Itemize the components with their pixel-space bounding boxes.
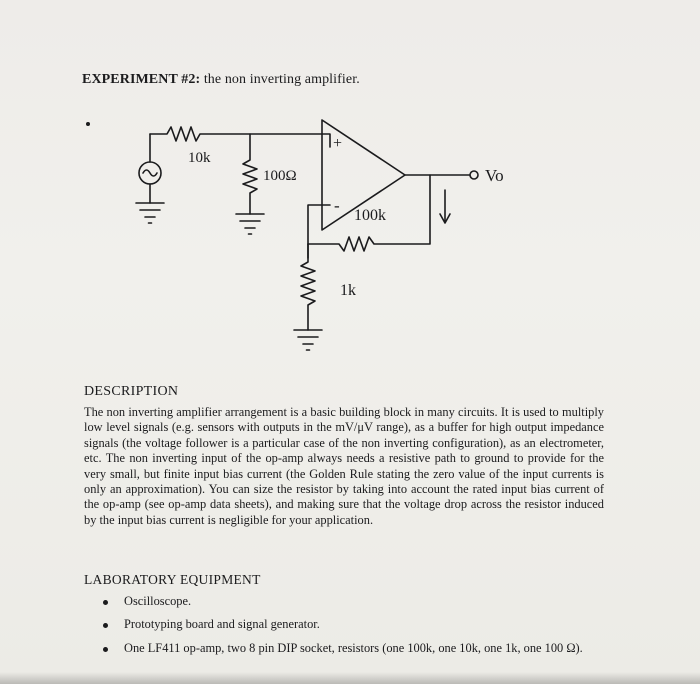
label-100k: 100k	[354, 207, 386, 224]
label-100-ohm: 100Ω	[263, 168, 297, 184]
lab-equipment-list	[100, 594, 610, 664]
ground-symbol-source	[136, 203, 164, 223]
experiment-title: the non inverting amplifier.	[200, 72, 360, 87]
bullet-icon	[103, 647, 108, 652]
label-1k: 1k	[340, 282, 356, 299]
list-item: Oscilloscope.	[100, 594, 610, 609]
resistor-10k	[150, 127, 330, 147]
list-item: One LF411 op-amp, two 8 pin DIP socket, resistors (one 100k, one 10k, one 1k, one 100 Ω).	[100, 641, 610, 656]
ground-symbol-100-ohm	[236, 214, 264, 234]
description-body: The non inverting amplifier arrangement is a basic building block in many circuits. It is used to multiply low level signals (e.g. sensors with outputs in the mV/μV range), as a buffer for high output impedance signals (the voltage follower is a particular case of the non inverting configuration), as an electrometer, etc. The non inverting input of the op-amp always needs a resistive path to ground to provide for the very small, but finite input bias current (the Golden Rule stating the zero value of the input currents is only an approximation). You can size the resistor by taking into account the rated input bias current of the op-amp (see op-amp data sheets), and making sure that the voltage drop across the resistor induced by the input bias current is negligible for your application.	[84, 405, 604, 527]
bullet-icon	[103, 600, 108, 605]
ground-symbol-1k	[294, 330, 322, 350]
list-item: Prototyping board and signal generator.	[100, 617, 610, 632]
lab-equipment-heading: LABORATORY EQUIPMENT	[84, 572, 261, 587]
photo-edge-shadow	[0, 672, 700, 684]
inverting-node-wire	[308, 205, 330, 258]
label-plus: +	[333, 135, 343, 152]
label-10k: 10k	[188, 150, 211, 166]
bullet-icon	[103, 623, 108, 628]
label-vo: Vo	[485, 166, 504, 185]
current-arrow-icon	[440, 190, 450, 223]
resistor-1k	[301, 244, 315, 330]
ac-source	[139, 134, 161, 203]
output-terminal	[470, 171, 478, 179]
resistor-100-ohm	[243, 134, 257, 214]
description-heading: DESCRIPTION	[84, 384, 179, 399]
label-minus: -	[334, 196, 340, 215]
experiment-label: EXPERIMENT #2:	[82, 72, 201, 87]
